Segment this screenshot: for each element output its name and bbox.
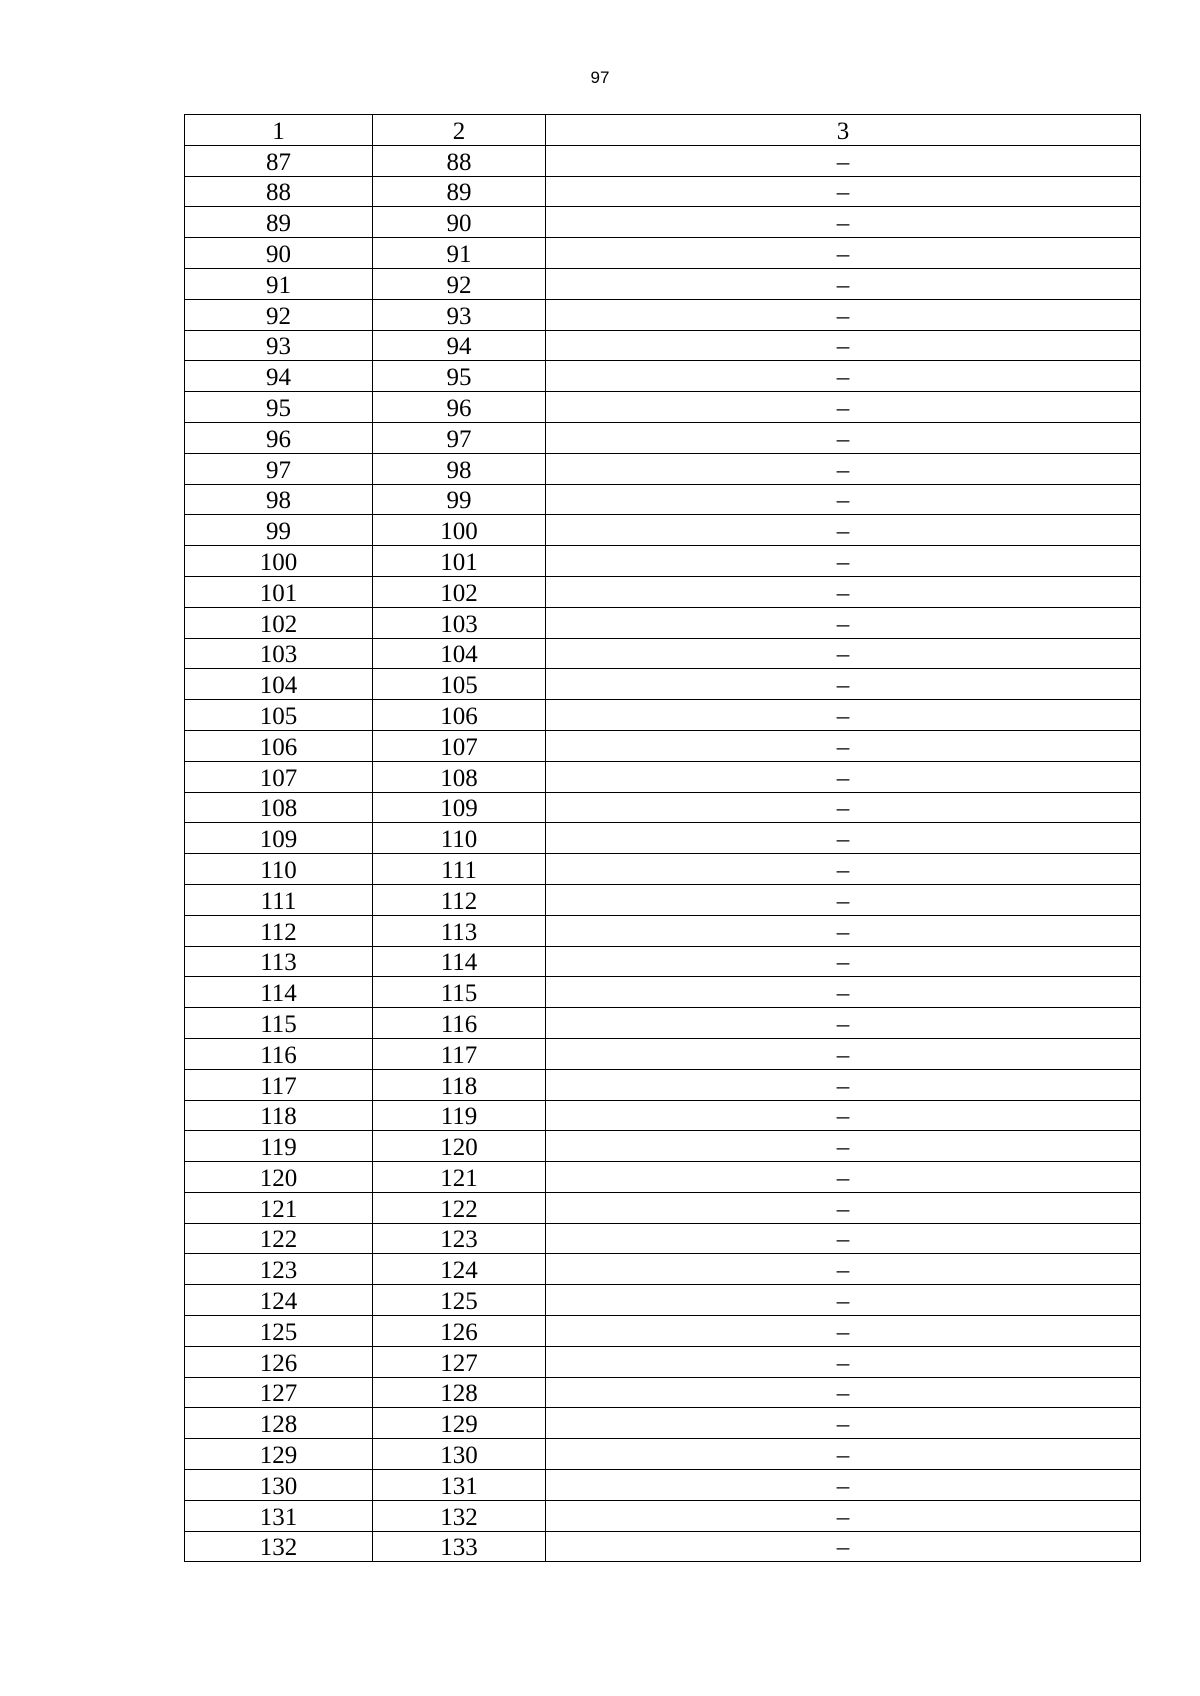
- table-cell-col-2: 123: [373, 1223, 546, 1254]
- table-cell-col-1: 99: [185, 515, 373, 546]
- table-cell-col-3: –: [546, 1285, 1141, 1316]
- table-row: [185, 453, 1141, 484]
- table-cell-col-2: 127: [373, 1346, 546, 1377]
- table-body: [185, 145, 1141, 1562]
- table-cell-col-3: –: [546, 761, 1141, 792]
- table-cell-col-3: –: [546, 823, 1141, 854]
- table-cell-col-3: –: [546, 1531, 1141, 1562]
- table-row: [185, 638, 1141, 669]
- table-cell-col-1: 96: [185, 422, 373, 453]
- table-cell-col-3: –: [546, 1192, 1141, 1223]
- table-row: [185, 1223, 1141, 1254]
- table-row: [185, 1531, 1141, 1562]
- table-cell-col-2: 96: [373, 392, 546, 423]
- table-cell-col-2: 99: [373, 484, 546, 515]
- table-cell-col-2: 106: [373, 700, 546, 731]
- table-cell-col-1: 116: [185, 1038, 373, 1069]
- table-cell-col-1: 91: [185, 268, 373, 299]
- table-cell-col-1: 131: [185, 1500, 373, 1531]
- table-cell-col-2: 113: [373, 915, 546, 946]
- table-cell-col-3: –: [546, 176, 1141, 207]
- table-cell-col-2: 105: [373, 669, 546, 700]
- table-header-row: [185, 115, 1141, 146]
- table-cell-col-1: 95: [185, 392, 373, 423]
- table-row: [185, 1377, 1141, 1408]
- column-header-2: 2: [373, 115, 546, 146]
- table-cell-col-1: 132: [185, 1531, 373, 1562]
- page-number: 97: [590, 68, 610, 87]
- table-cell-col-1: 111: [185, 884, 373, 915]
- table-cell-col-2: 122: [373, 1192, 546, 1223]
- table-cell-col-1: 115: [185, 1008, 373, 1039]
- table-cell-col-2: 133: [373, 1531, 546, 1562]
- table-row: [185, 1439, 1141, 1470]
- table-cell-col-1: 104: [185, 669, 373, 700]
- table-cell-col-3: –: [546, 854, 1141, 885]
- table-cell-col-2: 114: [373, 946, 546, 977]
- table-row: [185, 392, 1141, 423]
- table-row: [185, 1131, 1141, 1162]
- table-cell-col-2: 121: [373, 1162, 546, 1193]
- table-cell-col-2: 93: [373, 299, 546, 330]
- table-cell-col-1: 90: [185, 238, 373, 269]
- table-cell-col-2: 98: [373, 453, 546, 484]
- table-cell-col-3: –: [546, 145, 1141, 176]
- table-row: [185, 1346, 1141, 1377]
- table-row: [185, 884, 1141, 915]
- table-cell-col-2: 88: [373, 145, 546, 176]
- table-cell-col-2: 95: [373, 361, 546, 392]
- table-cell-col-1: 127: [185, 1377, 373, 1408]
- table-cell-col-3: –: [546, 268, 1141, 299]
- table-cell-col-2: 118: [373, 1069, 546, 1100]
- table-cell-col-1: 125: [185, 1316, 373, 1347]
- table-row: [185, 761, 1141, 792]
- table-cell-col-2: 111: [373, 854, 546, 885]
- table-cell-col-3: –: [546, 700, 1141, 731]
- table-cell-col-1: 119: [185, 1131, 373, 1162]
- table-cell-col-3: –: [546, 884, 1141, 915]
- table-cell-col-2: 107: [373, 730, 546, 761]
- table-cell-col-3: –: [546, 730, 1141, 761]
- table-cell-col-2: 132: [373, 1500, 546, 1531]
- table-row: [185, 669, 1141, 700]
- table-row: [185, 484, 1141, 515]
- table-row: [185, 730, 1141, 761]
- table-row: [185, 299, 1141, 330]
- table-cell-col-1: 100: [185, 546, 373, 577]
- table-cell-col-3: –: [546, 669, 1141, 700]
- table-cell-col-1: 102: [185, 607, 373, 638]
- table-cell-col-1: 112: [185, 915, 373, 946]
- table-row: [185, 1254, 1141, 1285]
- table-cell-col-3: –: [546, 1131, 1141, 1162]
- table-row: [185, 977, 1141, 1008]
- table-cell-col-1: 120: [185, 1162, 373, 1193]
- table-cell-col-1: 114: [185, 977, 373, 1008]
- column-header-1: 1: [185, 115, 373, 146]
- table-cell-col-2: 117: [373, 1038, 546, 1069]
- table-row: [185, 1470, 1141, 1501]
- table-row: [185, 145, 1141, 176]
- column-header-3: 3: [546, 115, 1141, 146]
- table-cell-col-1: 89: [185, 207, 373, 238]
- table-cell-col-2: 91: [373, 238, 546, 269]
- table-row: [185, 946, 1141, 977]
- table-cell-col-1: 101: [185, 576, 373, 607]
- table-cell-col-3: –: [546, 1038, 1141, 1069]
- table-cell-col-1: 92: [185, 299, 373, 330]
- table-row: [185, 330, 1141, 361]
- table-row: [185, 1285, 1141, 1316]
- table-row: [185, 823, 1141, 854]
- table-cell-col-1: 87: [185, 145, 373, 176]
- table-row: [185, 361, 1141, 392]
- table-cell-col-2: 131: [373, 1470, 546, 1501]
- table-row: [185, 1408, 1141, 1439]
- table-cell-col-3: –: [546, 576, 1141, 607]
- table-cell-col-3: –: [546, 1500, 1141, 1531]
- table-row: [185, 1008, 1141, 1039]
- table-cell-col-2: 125: [373, 1285, 546, 1316]
- table-cell-col-1: 109: [185, 823, 373, 854]
- table-cell-col-1: 118: [185, 1100, 373, 1131]
- table-row: [185, 1038, 1141, 1069]
- table-row: [185, 700, 1141, 731]
- table-cell-col-3: –: [546, 207, 1141, 238]
- table-cell-col-1: 130: [185, 1470, 373, 1501]
- table-cell-col-1: 129: [185, 1439, 373, 1470]
- table-row: [185, 176, 1141, 207]
- table-cell-col-1: 113: [185, 946, 373, 977]
- table-cell-col-1: 121: [185, 1192, 373, 1223]
- table-cell-col-2: 112: [373, 884, 546, 915]
- table-cell-col-2: 128: [373, 1377, 546, 1408]
- table-cell-col-3: –: [546, 638, 1141, 669]
- table-cell-col-3: –: [546, 515, 1141, 546]
- table-cell-col-3: –: [546, 1223, 1141, 1254]
- table-cell-col-2: 116: [373, 1008, 546, 1039]
- table-cell-col-1: 110: [185, 854, 373, 885]
- table-cell-col-1: 98: [185, 484, 373, 515]
- table-cell-col-2: 109: [373, 792, 546, 823]
- table-cell-col-1: 106: [185, 730, 373, 761]
- table-cell-col-3: –: [546, 1377, 1141, 1408]
- table-cell-col-3: –: [546, 1008, 1141, 1039]
- table-cell-col-3: –: [546, 1162, 1141, 1193]
- table-cell-col-3: –: [546, 546, 1141, 577]
- table-cell-col-2: 100: [373, 515, 546, 546]
- table-cell-col-3: –: [546, 607, 1141, 638]
- table-cell-col-1: 97: [185, 453, 373, 484]
- table-row: [185, 422, 1141, 453]
- table-cell-col-1: 94: [185, 361, 373, 392]
- table-cell-col-3: –: [546, 1316, 1141, 1347]
- table-cell-col-1: 107: [185, 761, 373, 792]
- table-cell-col-2: 103: [373, 607, 546, 638]
- table-cell-col-3: –: [546, 1254, 1141, 1285]
- table-cell-col-1: 126: [185, 1346, 373, 1377]
- table-cell-col-1: 103: [185, 638, 373, 669]
- table-cell-col-2: 124: [373, 1254, 546, 1285]
- table-row: [185, 1500, 1141, 1531]
- table-cell-col-1: 105: [185, 700, 373, 731]
- table-row: [185, 915, 1141, 946]
- table-cell-col-3: –: [546, 1439, 1141, 1470]
- table-row: [185, 854, 1141, 885]
- table-row: [185, 207, 1141, 238]
- table-cell-col-3: –: [546, 484, 1141, 515]
- table-cell-col-2: 92: [373, 268, 546, 299]
- table-cell-col-1: 128: [185, 1408, 373, 1439]
- table-cell-col-3: –: [546, 238, 1141, 269]
- table-cell-col-2: 104: [373, 638, 546, 669]
- table-cell-col-3: –: [546, 915, 1141, 946]
- table-row: [185, 238, 1141, 269]
- table-row: [185, 607, 1141, 638]
- table-cell-col-1: 117: [185, 1069, 373, 1100]
- table-cell-col-1: 88: [185, 176, 373, 207]
- table-cell-col-2: 108: [373, 761, 546, 792]
- table-cell-col-3: –: [546, 422, 1141, 453]
- table-cell-col-3: –: [546, 946, 1141, 977]
- table-cell-col-3: –: [546, 1346, 1141, 1377]
- table-cell-col-3: –: [546, 1069, 1141, 1100]
- table-row: [185, 792, 1141, 823]
- table-cell-col-2: 129: [373, 1408, 546, 1439]
- table-cell-col-2: 89: [373, 176, 546, 207]
- table-row: [185, 576, 1141, 607]
- table-cell-col-3: –: [546, 977, 1141, 1008]
- table-cell-col-2: 119: [373, 1100, 546, 1131]
- table-cell-col-2: 102: [373, 576, 546, 607]
- table-row: [185, 546, 1141, 577]
- table-row: [185, 1069, 1141, 1100]
- table-row: [185, 515, 1141, 546]
- table-cell-col-2: 115: [373, 977, 546, 1008]
- table-cell-col-1: 123: [185, 1254, 373, 1285]
- table-cell-col-1: 124: [185, 1285, 373, 1316]
- table-cell-col-1: 108: [185, 792, 373, 823]
- table-cell-col-2: 101: [373, 546, 546, 577]
- table-row: [185, 1162, 1141, 1193]
- table-cell-col-2: 126: [373, 1316, 546, 1347]
- table-cell-col-3: –: [546, 330, 1141, 361]
- table-cell-col-2: 110: [373, 823, 546, 854]
- table-cell-col-1: 93: [185, 330, 373, 361]
- table-cell-col-3: –: [546, 792, 1141, 823]
- table-cell-col-2: 120: [373, 1131, 546, 1162]
- table-cell-col-2: 94: [373, 330, 546, 361]
- table-row: [185, 268, 1141, 299]
- table-cell-col-2: 130: [373, 1439, 546, 1470]
- table-cell-col-3: –: [546, 1470, 1141, 1501]
- table-cell-col-2: 97: [373, 422, 546, 453]
- table-cell-col-1: 122: [185, 1223, 373, 1254]
- table-cell-col-3: –: [546, 453, 1141, 484]
- table-cell-col-3: –: [546, 392, 1141, 423]
- table-cell-col-3: –: [546, 1408, 1141, 1439]
- table-cell-col-3: –: [546, 299, 1141, 330]
- table-cell-col-3: –: [546, 361, 1141, 392]
- table-row: [185, 1192, 1141, 1223]
- table-cell-col-2: 90: [373, 207, 546, 238]
- table-cell-col-3: –: [546, 1100, 1141, 1131]
- data-table: [184, 114, 1141, 1562]
- table-row: [185, 1100, 1141, 1131]
- table-row: [185, 1316, 1141, 1347]
